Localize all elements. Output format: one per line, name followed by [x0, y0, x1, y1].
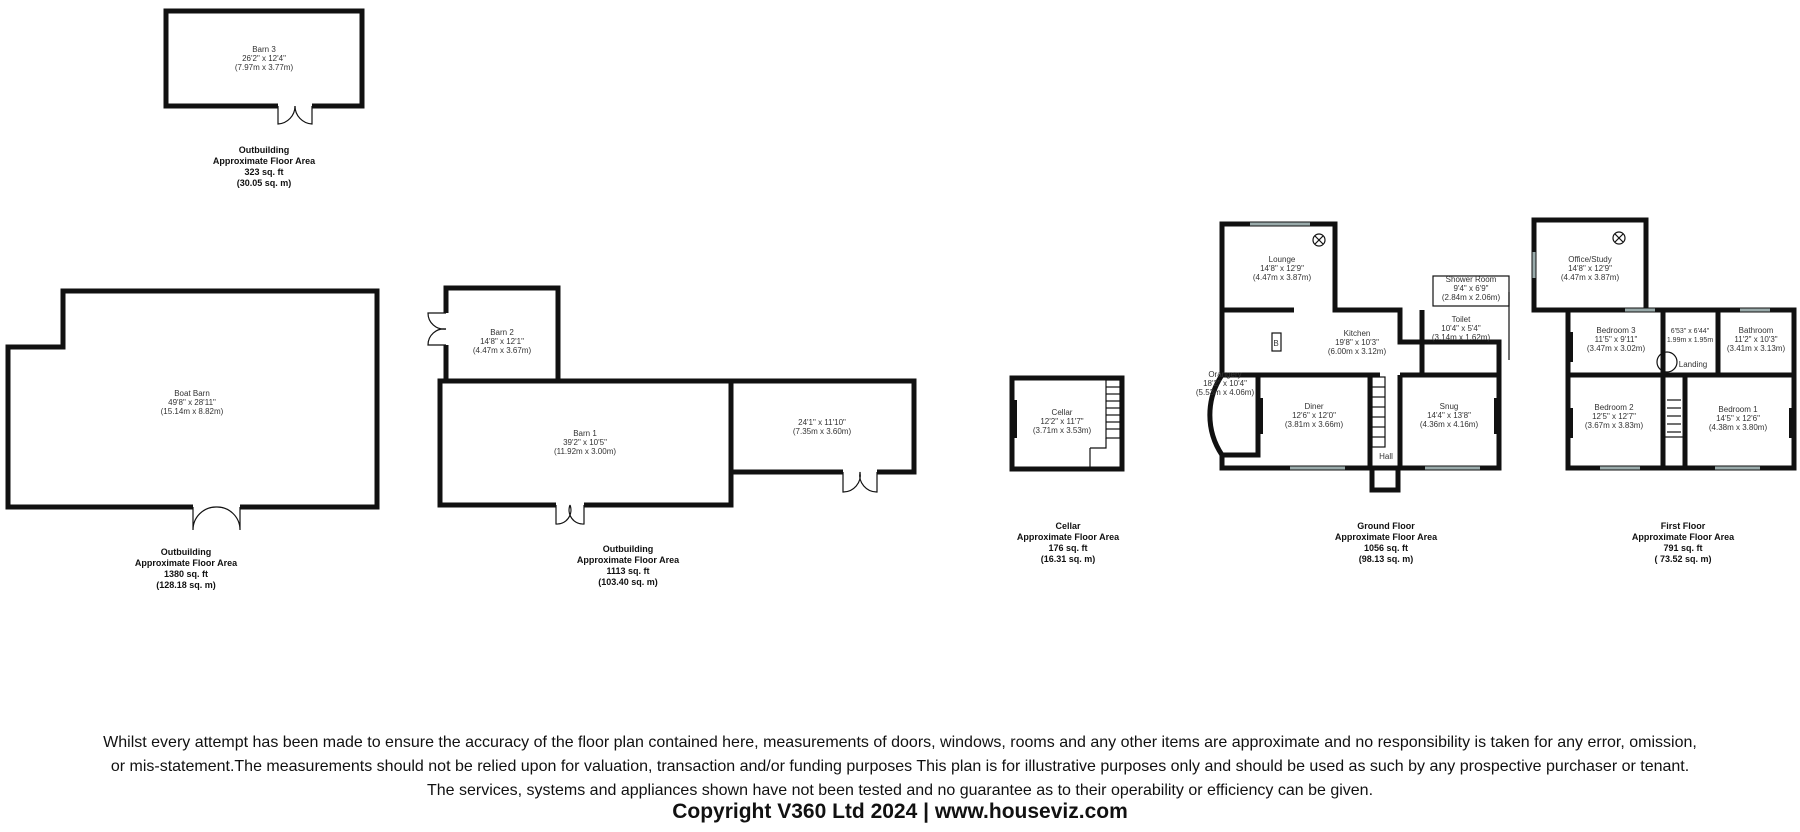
diner-chimney-breast: [1258, 398, 1263, 434]
snug-chimney-breast: [1494, 398, 1499, 434]
toilet-dims: 10'4" x 5'4": [1441, 324, 1481, 333]
caption-line: 1113 sq. ft: [606, 566, 650, 576]
bedroom3-name: Bedroom 3: [1596, 326, 1636, 335]
barn2-dims: 14'8" x 12'1": [480, 337, 524, 346]
caption-line: First Floor: [1660, 521, 1706, 531]
first-floor-stairs: [1667, 400, 1681, 432]
cellar-plan: [1012, 378, 1122, 564]
office-light-fitting-icon: [1613, 232, 1625, 244]
orangery-metric: (5.53m x 4.06m): [1195, 388, 1255, 397]
disclaimer-line: or mis-statement.The measurements should not be relied upon for valuation, transaction and/or funding purposes This plan is for illustrative purposes only and should be used as such by any prospective purchaser or tenant.: [110, 758, 1690, 775]
caption-line: Approximate Floor Area: [134, 558, 238, 568]
kitchen-name: Kitchen: [1343, 329, 1371, 338]
landing-hatch: [1657, 352, 1677, 372]
boat-barn-dims: 49'8" x 28'11": [168, 398, 216, 407]
bedroom2-metric: (3.67m x 3.83m): [1584, 421, 1644, 430]
caption-line: Ground Floor: [1357, 521, 1415, 531]
hall-name: Hall: [1379, 452, 1393, 461]
bedroom1-dims: 14'5" x 12'6": [1716, 414, 1760, 423]
caption-line: (30.05 sq. m): [236, 178, 292, 188]
barn3-dims: 26'2" x 12'4": [242, 54, 286, 63]
kitchen-metric: (6.00m x 3.12m): [1327, 347, 1387, 356]
orangery-dims: 18'2" x 10'4": [1203, 379, 1247, 388]
bedroom2-name: Bedroom 2: [1594, 403, 1634, 412]
boiler-label: B: [1273, 339, 1279, 348]
caption-line: 1380 sq. ft: [163, 569, 209, 579]
toilet-name: Toilet: [1451, 315, 1471, 324]
barn1-metric: (11.92m x 3.00m): [553, 447, 617, 456]
landing-name: Landing: [1678, 360, 1708, 369]
caption-line: Outbuilding: [602, 544, 654, 554]
caption-line: (128.18 sq. m): [156, 580, 216, 590]
barn3-double-door: [278, 106, 312, 124]
office-name: Office/Study: [1568, 255, 1612, 264]
disclaimer-line: Whilst every attempt has been made to ensure the accuracy of the floor plan contained here, measurements of doors, windows, rooms and any other items are approximate and no responsibility is taken for any error, omission,: [103, 734, 1697, 751]
barn1-name: Barn 1: [573, 429, 597, 438]
barn3-name: Barn 3: [252, 45, 276, 54]
diner-name: Diner: [1304, 402, 1324, 411]
cellar-stairs: [1090, 380, 1120, 469]
shower-room-name: Shower Room: [1445, 275, 1497, 284]
barn3-outbuilding: [166, 11, 362, 188]
caption-line: (16.31 sq. m): [1040, 554, 1096, 564]
boat-barn-metric: (15.14m x 8.82m): [160, 407, 224, 416]
caption-line: Approximate Floor Area: [212, 156, 316, 166]
toilet-metric: (3.14m x 1.62m): [1431, 333, 1491, 342]
bedroom1-metric: (4.38m x 3.80m): [1708, 423, 1768, 432]
lounge-name: Lounge: [1268, 255, 1296, 264]
annex-metric: (7.35m x 3.60m): [792, 427, 852, 436]
barn2-name: Barn 2: [490, 328, 514, 337]
caption-line: 791 sq. ft: [1663, 543, 1703, 553]
bedroom2-dims: 12'5" x 12'7": [1592, 412, 1636, 421]
landing-area: [1663, 375, 1685, 437]
boat-barn-outbuilding: [8, 291, 377, 590]
cellar-caption: [1017, 521, 1120, 564]
bedroom1-chimney-breast: [1789, 408, 1794, 438]
caption-line: Approximate Floor Area: [576, 555, 680, 565]
barns-1-2-caption: [577, 544, 680, 587]
caption-line: Outbuilding: [238, 145, 290, 155]
caption-line: Approximate Floor Area: [1334, 532, 1438, 542]
cellar-name: Cellar: [1051, 408, 1073, 417]
boat-barn-name: Boat Barn: [174, 389, 210, 398]
barns-1-2-outbuilding: [428, 288, 914, 587]
first-floor-caption: [1632, 521, 1735, 564]
shower-room-metric: (2.84m x 2.06m): [1441, 293, 1501, 302]
bathroom-dims: 11'2" x 10'3": [1734, 335, 1778, 344]
lounge-dims: 14'8" x 12'9": [1260, 264, 1304, 273]
ground-floor-plan: [1196, 224, 1509, 564]
caption-line: Cellar: [1055, 521, 1081, 531]
orangery-name: Orangery: [1208, 370, 1242, 379]
disclaimer: [0, 731, 1800, 803]
caption-line: ( 73.52 sq. m): [1654, 554, 1712, 564]
caption-line: Approximate Floor Area: [1016, 532, 1120, 542]
caption-line: (103.40 sq. m): [598, 577, 658, 587]
caption-line: 176 sq. ft: [1048, 543, 1088, 553]
snug-metric: (4.36m x 4.16m): [1419, 420, 1479, 429]
ground-floor-caption: [1335, 521, 1438, 564]
first-floor-plan: [1534, 220, 1794, 564]
cellar-metric: (3.71m x 3.53m): [1032, 426, 1092, 435]
ground-floor-stairs: [1372, 377, 1385, 447]
caption-line: Outbuilding: [160, 547, 212, 557]
boat-barn-caption: [135, 547, 238, 590]
caption-line: Approximate Floor Area: [1631, 532, 1735, 542]
office-metric: (4.47m x 3.87m): [1560, 273, 1620, 282]
barn1-double-door: [556, 505, 584, 524]
snug-dims: 14'4" x 13'8": [1427, 411, 1471, 420]
barn2-metric: (4.47m x 3.67m): [472, 346, 532, 355]
closet-metric: 1.99m x 1.95m: [1666, 337, 1714, 344]
caption-line: 323 sq. ft: [244, 167, 284, 177]
bathroom-metric: (3.41m x 3.13m): [1726, 344, 1786, 353]
bedroom3-metric: (3.47m x 3.02m): [1586, 344, 1646, 353]
barn3-caption: [213, 145, 316, 188]
barn2-side-door: [428, 313, 446, 345]
boat-barn-double-door: [193, 507, 240, 530]
porch-walls: [1372, 468, 1398, 490]
caption-line: (98.13 sq. m): [1358, 554, 1414, 564]
snug-name: Snug: [1439, 402, 1459, 411]
cellar-dims: 12'2" x 11'7": [1040, 417, 1084, 426]
bedroom2-chimney-breast: [1568, 408, 1573, 438]
caption-line: 1056 sq. ft: [1363, 543, 1409, 553]
bedroom1-name: Bedroom 1: [1718, 405, 1758, 414]
copyright: Copyright V360 Ltd 2024 | www.houseviz.com: [672, 800, 1128, 823]
bedroom3-dims: 11'5" x 9'11": [1594, 335, 1638, 344]
disclaimer-line: The services, systems and appliances shown have not been tested and no guarantee as to their operability or efficiency can be given.: [426, 782, 1374, 799]
lounge-metric: (4.47m x 3.87m): [1252, 273, 1312, 282]
diner-dims: 12'6" x 12'0": [1292, 411, 1336, 420]
bedroom3-chimney-breast: [1568, 332, 1573, 362]
bathroom-name: Bathroom: [1738, 326, 1774, 335]
closet-dims: 6'53" x 6'44": [1670, 328, 1710, 335]
annex-double-door: [843, 472, 877, 492]
annex-dims: 24'1" x 11'10": [798, 418, 846, 427]
barn3-metric: (7.97m x 3.77m): [234, 63, 294, 72]
shower-room-dims: 9'4" x 6'9": [1453, 284, 1489, 293]
barn1-dims: 39'2" x 10'5": [563, 438, 607, 447]
office-dims: 14'8" x 12'9": [1568, 264, 1612, 273]
diner-metric: (3.81m x 3.66m): [1284, 420, 1344, 429]
lounge-light-fitting-icon: [1313, 234, 1325, 246]
cellar-chimney-breast: [1012, 400, 1017, 438]
kitchen-dims: 19'8" x 10'3": [1335, 338, 1379, 347]
